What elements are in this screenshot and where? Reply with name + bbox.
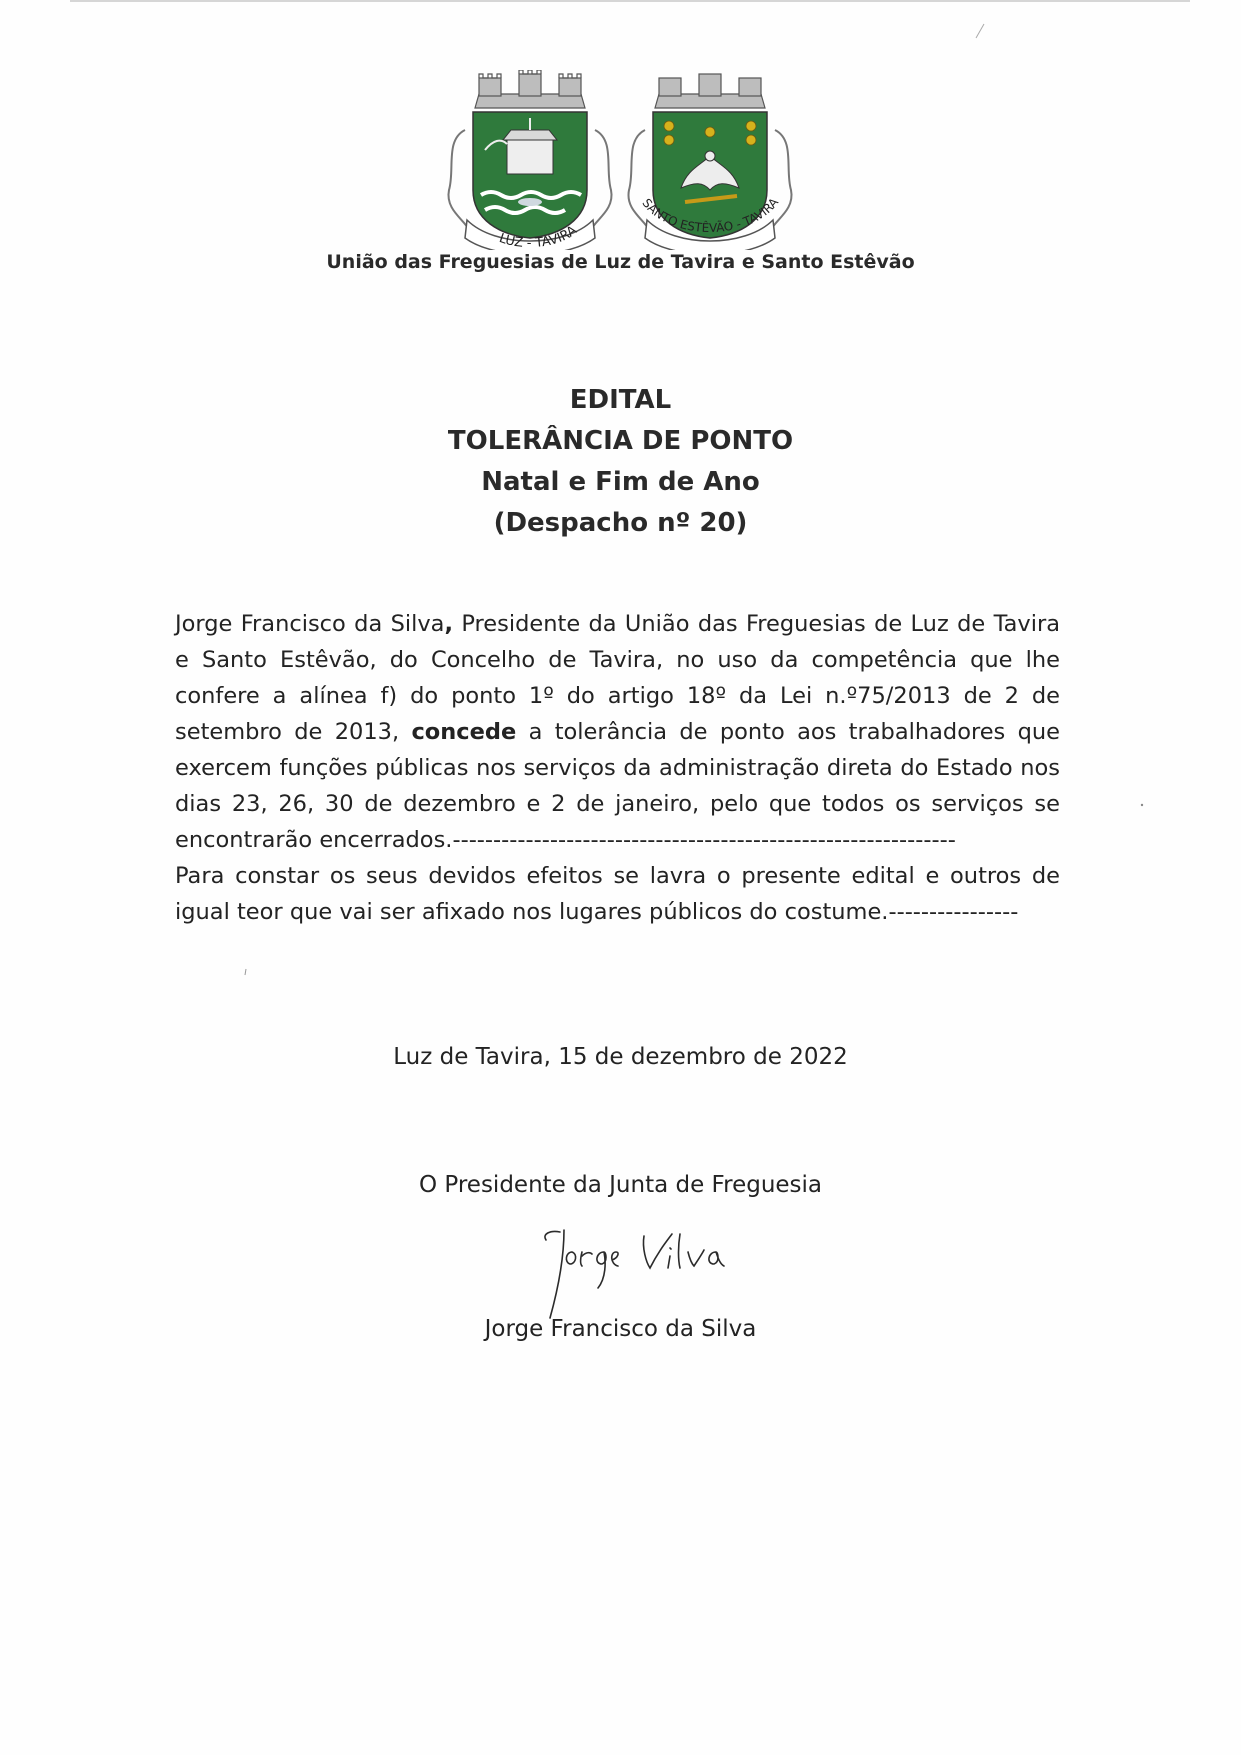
title-occasion: Natal e Fim de Ano (481, 467, 760, 497)
edital-body (175, 606, 1060, 930)
union-name: União das Freguesias de Luz de Tavira e Santo Estêvão (326, 251, 915, 273)
title-tolerancia: TOLERÂNCIA DE PONTO (447, 426, 794, 456)
title-edital: EDITAL (569, 385, 672, 415)
scan-edge-line (70, 0, 1190, 2)
paragraph-text-b: a tolerância de ponto aos trabalhadores que exercem funções públicas nos serviços da administração direta do Estado nos dias 23, 26, 30 de dezembro e 2 de janeiro, pelo que todos os serviços se encontrarão encerrados. (175, 719, 1060, 853)
luz-tavira-coat-of-arms (445, 70, 615, 250)
title-block (0, 380, 1241, 544)
fill-dashes-1: -------------------------------------------------------------- (452, 827, 956, 853)
paragraph-concession (175, 606, 1060, 858)
scan-speck (240, 965, 260, 985)
concede-bold: concede (411, 719, 517, 745)
signatory-title: O Presidente da Junta de Freguesia (418, 1172, 823, 1198)
fill-dashes-2: ---------------- (888, 899, 1019, 925)
santo-estevao-coat-of-arms (625, 70, 795, 250)
paragraph-text-a: Presidente da União das Freguesias de Luz de Tavira e Santo Estêvão, do Concelho de Tavira, no uso da competência que lhe confere a alínea f) do ponto 1º do artigo 18º da Lei n.º75/2013 de 2 de setembro de 2013, (175, 611, 1060, 745)
name-comma: , (444, 611, 454, 637)
president-name-inline: Jorge Francisco da Silva (175, 611, 445, 637)
paragraph-publication (175, 858, 1060, 930)
luz-coat-motto: LUZ - TAVIRA (497, 223, 580, 250)
paragraph-text-c: Para constar os seus devidos efeitos se lavra o presente edital e outros de igual teor que vai ser afixado nos lugares públicos do costume. (175, 863, 1060, 925)
place-date: Luz de Tavira, 15 de dezembro de 2022 (393, 1044, 848, 1070)
santo-estevao-coat-motto: SANTO ESTÊVÃO - TAVIRA (639, 195, 782, 236)
title-despacho: (Despacho nº 20) (493, 508, 748, 538)
signatory-name: Jorge Francisco da Silva (484, 1316, 757, 1342)
scan-speck (1138, 800, 1148, 810)
scan-speck (960, 20, 1000, 50)
